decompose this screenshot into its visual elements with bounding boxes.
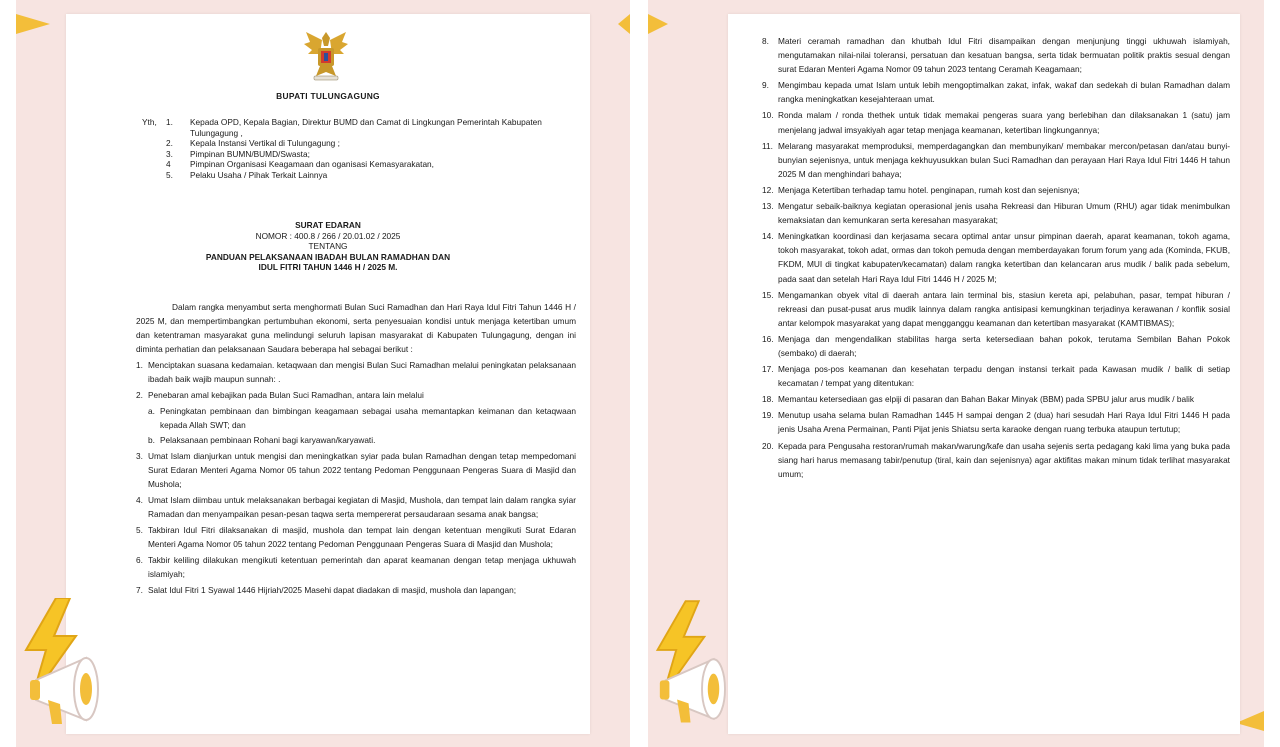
corner-triangle-decoration xyxy=(618,14,630,34)
list-item: 13. Mengatur sebaik-baiknya kegiatan operasional jenis usaha Rekreasi dan Hiburan Umum (RHU) agar tidak menimbulkan kemaksiatan dan kemunkaran serta keresahan masyarakat; xyxy=(762,201,1230,226)
document-subject-line: IDUL FITRI TAHUN 1446 H / 2025 M. xyxy=(258,262,398,273)
list-item: 11. Melarang masyarakat memproduksi, memperdagangkan dan membunyikan/ membakar mercon/petasan dan/atau bunyi-bunyian sejenisnya, untuk menjaga kekhuyusukkan bulan Suci Ramadhan dan perayaan Hari Raya Idul Fitri 1446 H tahun 2025 M dan menghindari bahaya; xyxy=(762,140,1230,179)
intro-paragraph: Dalam rangka menyambut serta menghormati Bulan Suci Ramadhan dan Hari Raya Idul Fitri Tahun 1446 H / 2025 M, dan mempertimbangkan pertumbuhan ekonomi, serta penyesuaian kondisi untuk menjaga ketertiban umum dan ketentraman masyarakat guna melindungi seluruh lapisan masyarakat di Kabupaten Tulungagung, dengan ini diminta perhatian dan pelaksanaan Saudara beberapa hal sebagai berikut : xyxy=(136,302,576,354)
recipient-row: Yth, 1. Kepada OPD, Kepala Bagian, Direktur BUMD dan Camat di Lingkungan Pemerintah Kabupaten Tulungagung , xyxy=(142,117,542,138)
yth-label: Yth, xyxy=(142,117,157,127)
document-body-right xyxy=(762,34,1230,483)
sub-list-item: b. Pelaksanaan pembinaan Rohani bagi karyawan/karyawati. xyxy=(148,435,376,446)
document-page-left xyxy=(66,14,590,734)
corner-triangle-decoration xyxy=(648,14,668,34)
sub-list-item: a. Peningkatan pembinaan dan bimbingan keagamaan sebagai usaha memantapkan keimanan dan ketaqwaan kepada Allah SWT; dan xyxy=(148,405,576,430)
list-item: 20. Kepada para Pengusaha restoran/rumah makan/warung/kafe dan usaha sejenis serta pedagang kaki lima yang buka pada siang hari harus memasang tabir/penutup (tiral, kain dan sejenisnya) agar aktifitas makan minum tidak terlihat masyarakat umum; xyxy=(762,440,1230,479)
letterhead-title: BUPATI TULUNGAGUNG xyxy=(276,91,380,101)
list-item: 7. Salat Idul Fitri 1 Syawal 1446 Hijriah/2025 Masehi dapat diadakan di masjid, mushola dan lapangan; xyxy=(136,584,517,595)
recipient-row: 3. Pimpinan BUMN/BUMD/Swasta; xyxy=(166,148,310,159)
list-item: 19. Menutup usaha selama bulan Ramadhan 1445 H sampai dengan 2 (dua) hari sesudah Hari Raya Idul Fitri 1446 H pada jenis Usaha Arena Permainan, Panti Pijat jenis Shiatsu serta karaoke dengan ruang terbuka ataupun tertutup; xyxy=(762,410,1230,435)
recipient-block xyxy=(142,117,582,181)
list-item: 9. Mengimbau kepada umat Islam untuk lebih mengoptimalkan zakat, infak, wakaf dan sedekah di bulan Ramadhan dalam rangka meningkatkan kesejahteraan umat. xyxy=(762,80,1230,105)
list-item: 10. Ronda malam / ronda thethek untuk tidak memakai pengeras suara yang berlebihan dan dilaksanakan 1 (satu) jam menjelang jadwal imsyakiyah agar tetap menjaga keamanan, ketertiban lingkungannya; xyxy=(762,110,1230,135)
document-body-left xyxy=(136,301,576,598)
list-item: 15. Mengamankan obyek vital di daerah antara lain terminal bis, stasiun kereta api, pelabuhan, pasar, tempat hiburan / rekreasi dan pusat-pusat arus mudik lainnya dalam rangka antisipasi kemungkinan terjadinya kerawanan / konflik sosial antar kelompok masyarakat yang dapat mengganggu keamanan dan ketertiban masyarakat (KAMTIBMAS); xyxy=(762,289,1230,328)
document-title: SURAT EDARAN xyxy=(295,220,361,230)
list-item: 5. Takbiran Idul Fitri dilaksanakan di masjid, mushola dan tempat lain dengan ketentuan mengikuti Surat Edaran Menteri Agama Nomor 05 tahun 2022 tentang Pedoman Penggunaan Pengeras Suara di Masjid dan Mushola; xyxy=(136,525,576,549)
list-item: 8. Materi ceramah ramadhan dan khutbah Idul Fitri disampaikan dengan menjunjung tinggi ukhuwah islamiyah, mengutamakan nilai-nilai toleransi, persatuan dan kesatuan bangsa, serta tidak bermuatan politik praktis sesual dengan surat Edaran Menteri Agama Nomor 09 tahun 2023 tentang Ceramah Keagamaan; xyxy=(762,36,1230,75)
corner-triangle-decoration xyxy=(16,14,50,34)
circular-title-block xyxy=(66,220,590,273)
document-number: NOMOR : 400.8 / 266 / 20.01.02 / 2025 xyxy=(255,230,401,241)
list-item: 2. Penebaran amal kebajikan pada Bulan Suci Ramadhan, antara lain melalui xyxy=(136,389,424,400)
recipient-row: 2. Kepala Instansi Vertikal di Tulungagung ; xyxy=(166,138,340,149)
list-item: 14. Meningkatkan koordinasi dan kerjasama secara optimal antar unsur pimpinan daerah, aparat keamanan, tokoh agama, tokoh masyarakat, tokoh adat, ormas dan tokoh pemuda dengan memberdayakan forum forum yang ada (Kominda, FKUB, FKDM, MUI di tingkat kabupaten/kecamatan) dalam rangka ketertiban dan kelancaran arus mudik / balik pada sebelum, pada saat dan setelah Hari Raya Idul Fitri 1446 H / 2025 M; xyxy=(762,231,1230,284)
corner-triangle-decoration xyxy=(1236,711,1264,731)
list-item: 12. Menjaga Ketertiban terhadap tamu hotel. penginapan, rumah kost dan sejenisnya; xyxy=(762,184,1080,195)
list-item: 4. Umat Islam diimbau untuk melaksanakan berbagai kegiatan di Masjid, Mushola, dan tempat lain dalam rangka syiar Ramadan dan menyampaikan pesan-pesan taqwa serta mempererat persaudaraan sesama anak bangsa; xyxy=(136,495,576,520)
recipient-row: 5. Pelaku Usaha / Pihak Terkait Lainnya xyxy=(166,170,328,181)
list-item: 16. Menjaga dan mengendalikan stabilitas harga serta ketersediaan bahan pokok, terutama Sembilan Bahan Pokok (sembako) di daerah; xyxy=(762,333,1230,358)
megaphone-icon xyxy=(656,642,748,734)
list-item: 1. Menciptakan suasana kedamaian. ketaqwaan dan mengisi Bulan Suci Ramadhan melalui peningkatan pelaksanaan ibadah baik wajib maupun sunnah: . xyxy=(136,359,576,384)
list-item: 18. Memantau ketersediaan gas elpiji di pasaran dan Bahan Bakar Minyak (BBM) pada SPBU jalur arus mudik / balik xyxy=(762,394,1194,405)
document-subject-line: PANDUAN PELAKSANAAN IBADAH BULAN RAMADHAN DAN xyxy=(205,251,451,262)
list-item: 17. Menjaga pos-pos keamanan dan kesehatan terpadu dengan instansi terkait pada Kawasan mudik / balik di setiap kecamatan / tempat yang ditentukan: xyxy=(762,364,1230,389)
garuda-crest-icon xyxy=(302,26,350,84)
list-item: 3. Umat Islam dianjurkan untuk mengisi dan meningkatkan syiar pada bulan Ramadhan dengan tetap mempedomani Surat Edaran Menteri Agama Nomor 05 tahun 2022 tentang Pedoman Penggunaan Pengeras Suara di Masjid dan Mushola; xyxy=(136,451,576,490)
right-panel xyxy=(648,0,1264,747)
megaphone-icon xyxy=(26,640,122,736)
document-page-right xyxy=(728,14,1240,734)
tentang-label: TENTANG xyxy=(308,241,348,252)
left-panel xyxy=(16,0,630,747)
recipient-row: 4 Pimpinan Organisasi Keagamaan dan oganisasi Kemasyarakatan, xyxy=(166,159,434,170)
list-item: 6. Takbir keliling dilakukan mengikuti ketentuan pemerintah dan aparat keamanan dengan tetap menjaga ukhuwah islamiyah; xyxy=(136,554,576,579)
